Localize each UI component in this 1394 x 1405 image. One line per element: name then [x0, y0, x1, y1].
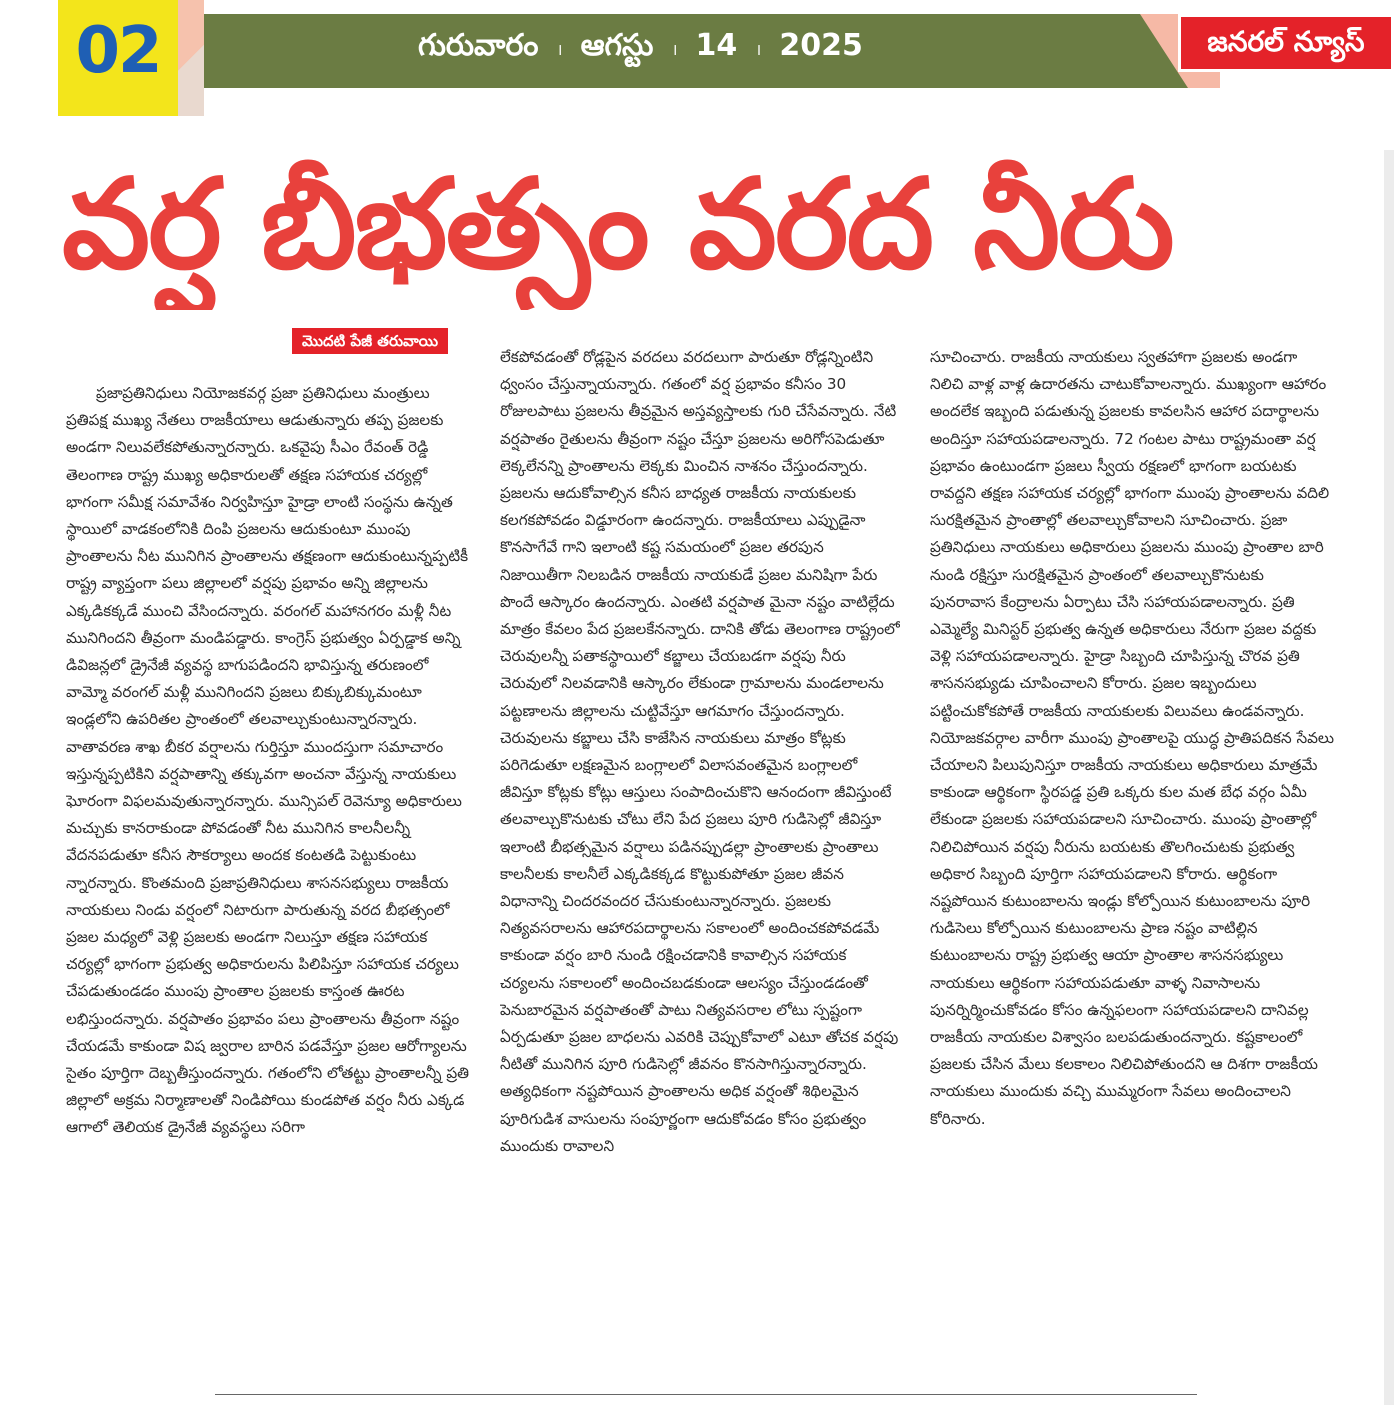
- issue-month: ఆగస్టు: [580, 28, 654, 63]
- continued-from-front-page-tag: మొదటి పేజీ తరువాయి: [292, 328, 448, 354]
- page-header: [0, 0, 1394, 130]
- issue-date: [418, 28, 863, 78]
- page-number-box: [58, 0, 178, 116]
- issue-day: గురువారం: [418, 28, 539, 63]
- decorative-corner-left: [178, 0, 204, 116]
- date-separator: ।: [671, 40, 678, 59]
- article-headline: వర్ష బీభత్సం వరద నీరు: [62, 153, 1173, 297]
- section-badge: [1178, 14, 1394, 72]
- issue-year: 2025: [779, 28, 863, 63]
- section-label: జనరల్ న్యూస్: [1207, 25, 1365, 58]
- page-edge-strip: [1384, 150, 1394, 1405]
- date-separator: ।: [556, 40, 563, 59]
- bottom-divider: [215, 1394, 1197, 1395]
- article-column-1: ప్రజాప్రతినిధులు నియోజకవర్గ ప్రజా ప్రతినిధులు మంత్రులు ప్రతిపక్ష ముఖ్య నేతలు రాజకీయాలు ఆడుతున్నారు తప్ప ప్రజలకు అండగా నిలువలేకపోతున్నారన్నారు. ఒకవైపు సీఎం రేవంత్ రెడ్డి తెలంగాణ రాష్ట్ర ముఖ్య అధికారులతో తక్షణ సహాయక చర్యల్లో భాగంగా సమీక్ష సమావేశం నిర్వహిస్తూ హైడ్రా లాంటి సంస్థను ఉన్నత స్థాయిలో వాడకంలోనికి దింపి ప్రజలను ఆదుకుంటూ ముంపు ప్రాంతాలను నీట మునిగిన ప్రాంతాలను తక్షణంగా ఆదుకుంటున్నప్పటికీ రాష్ట్ర వ్యాప్తంగా పలు జిల్లాలలో వర్షపు ప్రభావం అన్ని జిల్లాలను ఎక్కడికక్కడే ముంచి వేసిందన్నారు. వరంగల్ మహానగరం మళ్లీ నీట మునిగిందని తీవ్రంగా మండిపడ్డారు. కాంగ్రెస్ ప్రభుత్వం ఏర్పడ్డాక అన్ని డివిజన్లలో డ్రైనేజీ వ్యవస్థ బాగుపడిందని భావిస్తున్న తరుణంలో వామ్మో వరంగల్ మళ్లీ మునిగిందని ప్రజలు బిక్కుబిక్కుమంటూ ఇండ్లలోని ఉపరితల ప్రాంతంలో తలవాల్చుకుంటున్నారన్నారు. వాతావరణ శాఖ బీకర వర్షాలను గుర్తిస్తూ ముందస్తుగా సమాచారం ఇస్తున్నప్పటికిని వర్షపాతాన్ని తక్కువగా అంచనా వేస్తున్న నాయకులు ఘోరంగా విఫలమవుతున్నారన్నారు. మున్సిపల్ రెవెన్యూ అధికారులు మచ్చుకు కానరాకుండా పోవడంతో నీట మునిగిన కాలనీలన్నీ వేదనపడుతూ కనీస సౌకర్యాలు అందక కంటతడి పెట్టుకుంటు న్నారన్నారు. కొంతమంది ప్రజాప్రతినిధులు శాసనసభ్యులు రాజకీయ నాయకులు నిండు వర్షంలో నిటారుగా పారుతున్న వరద బీభత్సంలో ప్రజల మధ్యలో వెళ్లి ప్రజలకు అండగా నిలుస్తూ తక్షణ సహాయక చర్యల్లో భాగంగా ప్రభుత్వ అధికారులను పిలిపిస్తూ సహాయక చర్యలు చేపడుతుండడం ముంపు ప్రాంతాల ప్రజలకు కాస్తంత ఊరట లభిస్తుందన్నారు. వర్షపాతం ప్రభావం పలు ప్రాంతాలను తీవ్రంగా నష్టం చేయడమే కాకుండా విష జ్వరాల బారిన పడవేస్తూ ప్రజల ఆరోగ్యాలను సైతం పూర్తిగా దెబ్బతీస్తుందన్నారు. గతంలోని లోతట్టు ప్రాంతాలన్నీ ప్రతి జిల్లాలో అక్రమ నిర్మాణాలతో నిండిపోయి కుండపోత వర్షం నీరు ఎక్కడ ఆగాలో తెలియక డ్రైనేజీ వ్యవస్థలు సరిగా: [66, 384, 470, 1137]
- article-column-3: సూచించారు. రాజకీయ నాయకులు స్వతహాగా ప్రజలకు అండగా నిలిచి వాళ్ల వాళ్ల ఉదారతను చాటుకోవాలన్నారు. ముఖ్యంగా ఆహారం అందలేక ఇబ్బంది పడుతున్న ప్రజలకు కావలసిన ఆహార పదార్థాలను అందిస్తూ సహాయపడాలన్నారు. 72 గంటల పాటు రాష్ట్రమంతా వర్ష ప్రభావం ఉంటుండగా ప్రజలు స్వీయ రక్షణలో భాగంగా బయటకు రావద్దని తక్షణ సహాయక చర్యల్లో భాగంగా ముంపు ప్రాంతాలను వదిలి సురక్షితమైన ప్రాంతాల్లో తలవాల్చుకోవాలని సూచించారు. ప్రజా ప్రతినిధులు నాయకులు అధికారులు ప్రజలను ముంపు ప్రాంతాల బారి నుండి రక్షిస్తూ సురక్షితమైన ప్రాంతంలో తలవాల్చుకొనుటకు పునరావాస కేంద్రాలను ఏర్పాటు చేసి సహాయపడాలన్నారు. ప్రతి ఎమ్మెల్యే మినిస్టర్ ప్రభుత్వ ఉన్నత అధికారులు నేరుగా ప్రజల వద్దకు వెళ్లి సహాయపడాలన్నారు. హైడ్రా సిబ్బంది చూపిస్తున్న చొరవ ప్రతి శాసనసభ్యుడు చూపించాలని కోరారు. ప్రజల ఇబ్బందులు పట్టించుకోకపోతే రాజకీయ నాయకులకు విలువలు ఉండవన్నారు. నియోజకవర్గాల వారీగా ముంపు ప్రాంతాలపై యుద్ధ ప్రాతిపదికన సేవలు చేయాలని పిలుపునిస్తూ రాజకీయ నాయకులు అధికారులు మాత్రమే కాకుండా ఆర్థికంగా స్థిరపడ్డ ప్రతి ఒక్కరు కుల మత బేధ వర్గం ఏమీ లేకుండా ప్రజలకు సహాయపడాలని సూచించారు. ముంపు ప్రాంతాల్లో నిలిచిపోయిన వర్షపు నీరును బయటకు తొలగించుటకు ప్రభుత్వ అధికార సిబ్బంది పూర్తిగా సహాయపడాలని కోరారు. ఆర్థికంగా నష్టపోయిన కుటుంబాలను ఇండ్లు కోల్పోయిన కుటుంబాలను పూరి గుడిసెలు కోల్పోయిన కుటుంబాలను ప్రాణ నష్టం వాటిల్లిన కుటుంబాలను రాష్ట్ర ప్రభుత్వ ఆయా ప్రాంతాల శాసనసభ్యులు నాయకులు ఆర్థికంగా సహాయపడుతూ వాళ్ళ నివాసాలను పునర్నిర్మించుకోవడం కోసం ఉన్నఫలంగా సహాయపడాలని దానివల్ల రాజకీయ నాయకుల విశ్వాసం బలపడుతుందన్నారు. కష్టకాలంలో ప్రజలకు చేసిన మేలు కలకాలం నిలిచిపోతుందని ఆ దిశగా రాజకీయ నాయకులు ముందుకు వచ్చి ముమ్మరంగా సేవలు అందించాలని కోరినారు.: [930, 348, 1334, 1128]
- page-number: 02: [75, 14, 161, 88]
- date-separator: ।: [755, 40, 762, 59]
- issue-date-number: 14: [695, 28, 738, 63]
- article-column-2: లేకపోవడంతో రోడ్లపైన వరదలు వరదలుగా పారుతూ రోడ్లన్నింటిని ధ్వంసం చేస్తున్నాయన్నారు. గతంలో వర్ష ప్రభావం కనీసం 30 రోజులపాటు ప్రజలను తీవ్రమైన అస్తవ్యస్తాలకు గురి చేసేవన్నారు. నేటి వర్షపాతం రైతులను తీవ్రంగా నష్టం చేస్తూ ప్రజలను అరిగోసపెడుతూ లెక్కలేనన్ని ప్రాంతాలను లెక్కకు మించిన నాశనం చేస్తుందన్నారు. ప్రజలను ఆదుకోవాల్సిన కనీస బాధ్యత రాజకీయ నాయకులకు కలగకపోవడం విడ్డూరంగా ఉందన్నారు. రాజకీయాలు ఎప్పుడైనా కొనసాగేవే గాని ఇలాంటి కష్ట సమయంలో ప్రజల తరపున నిజాయితీగా నిలబడిన రాజకీయ నాయకుడే ప్రజల మనిషిగా పేరు పొందే ఆస్కారం ఉందన్నారు. ఎంతటి వర్షపాత మైనా నష్టం వాటిల్లేదు మాత్రం కేవలం పేద ప్రజలకేనన్నారు. దానికి తోడు తెలంగాణ రాష్ట్రంలో చెరువులన్నీ పతాకస్థాయిలో కబ్జాలు చేయబడగా వర్షపు నీరు చెరువులో నిలవడానికి ఆస్కారం లేకుండా గ్రామాలను మండలాలను పట్టణాలను జిల్లాలను చుట్టివేస్తూ ఆగమాగం చేస్తుందన్నారు. చెరువులను కబ్జాలు చేసి కాజేసిన నాయకులు మాత్రం కోట్లకు పరిగెడుతూ లక్షణమైన బంగ్లాలలో విలాసవంతమైన బంగ్లాలలో జీవిస్తూ కోట్లకు కోట్లు ఆస్తులు సంపాదించుకొని ఆనందంగా జీవిస్తుంటే తలవాల్చుకొనుటకు చోటు లేని పేద ప్రజలు పూరి గుడిసెల్లో జీవిస్తూ ఇలాంటి బీభత్సమైన వర్షాలు పడినప్పుడల్లా ప్రాంతాలకు ప్రాంతాలు కాలనీలకు కాలనీలే ఎక్కడికక్కడ కొట్టుకుపోతూ ప్రజల జీవన విధానాన్ని చిందరవందర చేసుకుంటున్నారన్నారు. ప్రజలకు నిత్యవసరాలను ఆహారపదార్థాలను సకాలంలో అందించకపోవడమే కాకుండా వర్షం బారి నుండి రక్షించడానికి కావాల్సిన సహాయక చర్యలను సకాలంలో అందించబడకుండా ఆలస్యం చేస్తుండడంతో పెనుబారమైన వర్షపాతంతో పాటు నిత్యవసరాల లోటు స్పష్టంగా ఏర్పడుతూ ప్రజల బాధలను ఎవరికి చెప్పుకోవాలో ఎటూ తోచక వర్షపు నీటితో మునిగిన పూరి గుడిసెల్లో జీవనం కొనసాగిస్తున్నారన్నారు. అత్యధికంగా నష్టపోయిన ప్రాంతాలను అధిక వర్షంతో శిథిలమైన పూరిగుడిశ వాసులను సంపూర్ణంగా ఆదుకోవడం కోసం ప్రభుత్వం ముందుకు రావాలని: [500, 348, 900, 1155]
